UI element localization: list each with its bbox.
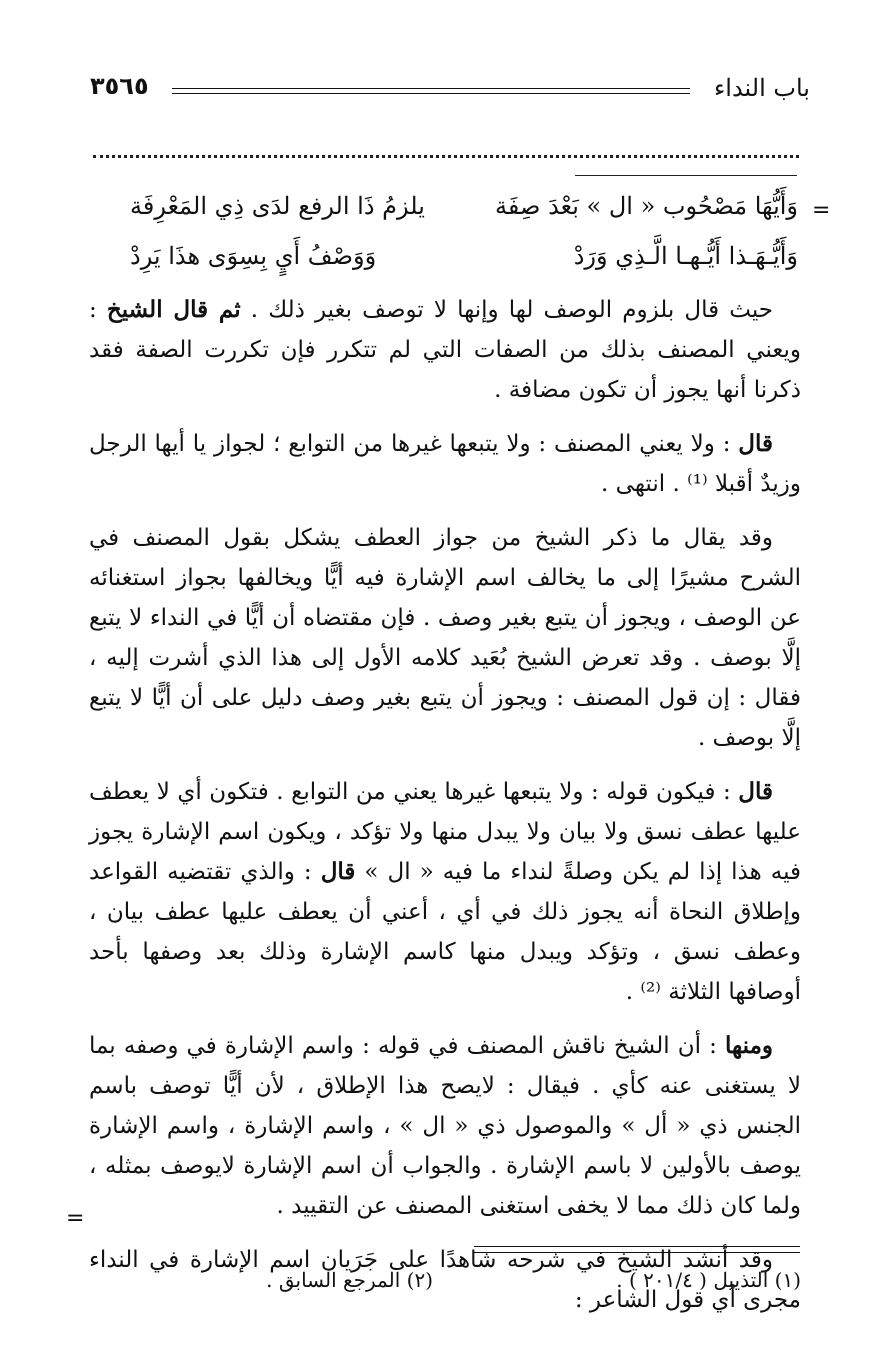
paragraph	[89, 290, 801, 410]
paragraph-bold: قال	[738, 430, 773, 457]
verse-hemistich-right: وَأَيُّـهَـذا أَيُّـهـا الَّـذِي وَرَدْ	[573, 242, 798, 270]
verse-top-rule	[575, 175, 797, 176]
paragraph	[89, 772, 801, 1012]
continuation-mark-top: =	[812, 198, 831, 223]
verse-line	[90, 242, 798, 276]
footnote-1: (١) التذييل ( ٢٠١/٤ ) .	[616, 1268, 801, 1292]
chapter-title: باب النداء	[714, 74, 810, 102]
verse-hemistich-right: وَأَيُّهَا مَصْحُوب « ال » بَعْدَ صِفَة	[495, 192, 798, 220]
dotted-separator	[93, 155, 799, 158]
paragraph	[89, 518, 801, 758]
verse-hemistich-left: وَوَصْفُ أَيٍ بِسِوَى هذَا يَرِدْ	[130, 242, 377, 270]
paragraph-bold: ومنها	[725, 1032, 773, 1059]
paragraph-text: : أن الشيخ ناقش المصنف في قوله : واسم الإشارة في وصفه بما لا يستغنى عنه كأي . فيقال : لايصح هذا الإطلاق ، لأن أيًّا توصف باسم الجنس ذي « أل » والموصول ذي « ال » ، واسم الإشارة ، واسم الإشارة يوصف بالأولين لا باسم الإشارة . والجواب أن اسم الإشارة لايوصف بمثله ، ولما كان ذلك مما لا يخفى استغنى المصنف عن التقييد .	[89, 1033, 801, 1219]
footnote-2: (٢) المرجع السابق .	[266, 1268, 433, 1292]
main-text	[89, 290, 801, 1320]
paragraph-text: : ولا يعني المصنف : ولا يتبعها غيرها من التوابع ؛ لجواز يا أيها الرجل وزيدٌ أقبلا ⁽¹⁾ . انتهى .	[89, 431, 801, 497]
continuation-mark-bottom: =	[66, 1206, 85, 1231]
paragraph	[89, 1026, 801, 1226]
paragraph-bold: ثم قال الشيخ	[106, 296, 241, 323]
paragraph-text: وقد أنشد الشيخ في شرحه شاهدًا على جَرَيان اسم الإشارة في النداء مجرى أي قول الشاعر :	[89, 1247, 801, 1313]
paragraph-text: : فيكون قوله : ولا يتبعها غيرها يعني من التوابع . فتكون أي لا يعطف عليها عطف نسق ولا بيان ولا يبدل منها ولا تؤكد ، ويكون اسم الإشارة يجوز فيه هذا إذا لم يكن وصلةً لنداء ما فيه « ال »	[89, 779, 802, 885]
verse-line	[90, 192, 798, 226]
header-rule	[172, 88, 690, 89]
header-rule	[172, 93, 690, 94]
footnote-rule	[474, 1252, 800, 1253]
paragraph-text: وقد يقال ما ذكر الشيخ من جواز العطف يشكل بقول المصنف في الشرح مشيرًا إلى ما يخالف اسم الإشارة فيه أيًّا ويخالفها بجواز استغنائه عن الوصف ، ويجوز أن يتبع بغير وصف . فإن مقتضاه أن أيًّا في النداء لا يتبع إلَّا بوصف . وقد تعرض الشيخ بُعَيد كلامه الأول إلى هذا الذي أشرت إليه ، فقال : إن قول المصنف : ويجوز أن يتبع بغير وصف دليل على أن أيًّا لا يتبع إلَّا بوصف .	[89, 525, 801, 751]
paragraph-bold: قال	[738, 778, 773, 805]
footnote-rule	[474, 1246, 800, 1247]
paragraph-bold: قال	[320, 858, 356, 885]
paragraph-text: حيث قال بلزوم الوصف لها وإنها لا توصف بغير ذلك .	[240, 297, 774, 323]
paragraph-text: : ويعني المصنف بذلك من الصفات التي لم تتكرر فإن تكررت الصفة فقد ذكرنا أنها يجوز أن تكون مضافة .	[89, 297, 801, 403]
page-number: ٣٥٦٥	[90, 72, 149, 100]
paragraph-text: : والذي تقتضيه القواعد وإطلاق النحاة أنه يجوز ذلك في أي ، أعني أن يعطف عليها عطف بيان ، وعطف نسق ، وتؤكد ويبدل منها كاسم الإشارة وذلك بعد وصفها بأحد أوصافها الثلاثة ⁽²⁾ .	[89, 859, 801, 1005]
page-header	[90, 72, 810, 112]
paragraph	[89, 424, 801, 504]
verse-hemistich-left: يلزمُ ذَا الرفع لدَى ذِي المَعْرِفَة	[130, 192, 425, 220]
